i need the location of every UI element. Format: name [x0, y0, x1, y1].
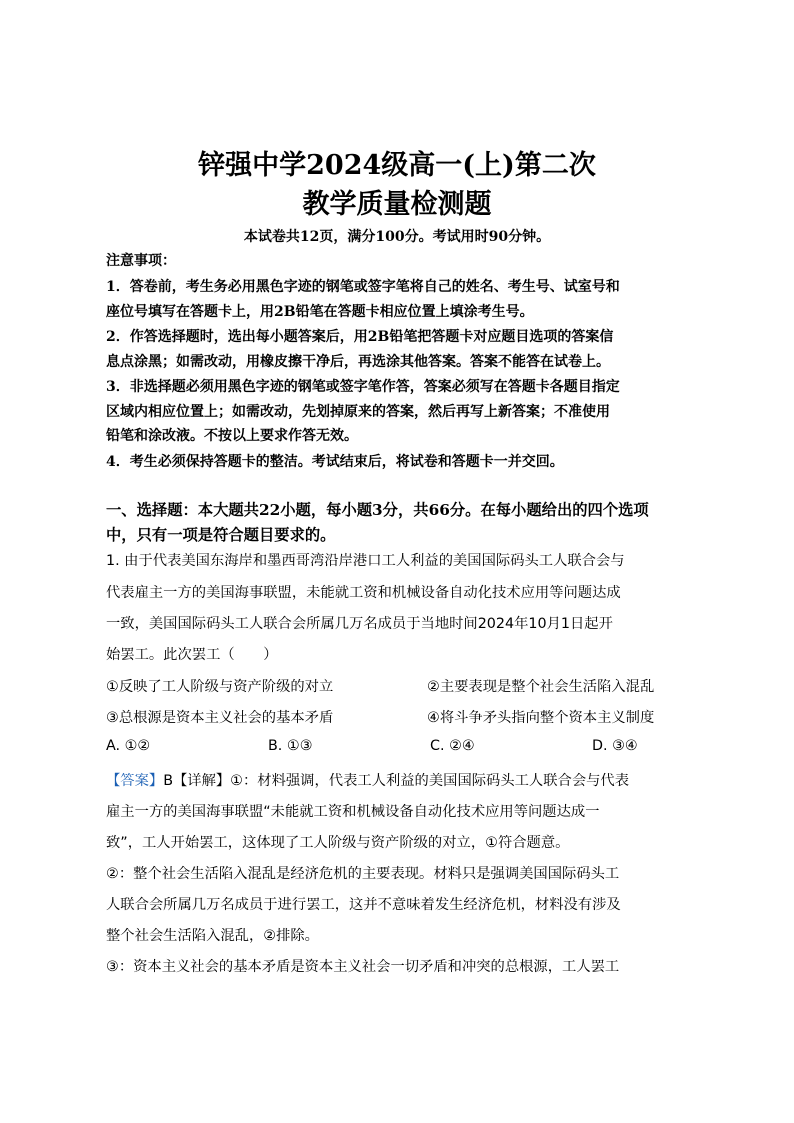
- section-heading: 一、选择题：本大题共22小题，每小题3分，共66分。在每小题给出的四个选项: [106, 501, 649, 519]
- answer-line: 致”，工人开始罢工，这体现了工人阶级与资产阶级的对立，①符合题意。: [106, 835, 570, 851]
- question-text: 始罢工。此次罢工（ ）: [106, 647, 278, 663]
- answer-line: [106, 770, 629, 790]
- answer-line: 整个社会生活陷入混乱，②排除。: [106, 928, 319, 944]
- notice-line: 座位号填写在答题卡上，用2B铅笔在答题卡相应位置上填涂考生号。: [106, 304, 534, 320]
- notice-line: 4．考生必须保持答题卡的整洁。考试结束后，将试卷和答题卡一并交回。: [106, 454, 564, 470]
- choice-b: B. ①③: [268, 738, 313, 754]
- choice-a: A. ①②: [106, 738, 151, 754]
- choice-c: C. ②④: [430, 738, 475, 754]
- statement: ④将斗争矛头指向整个资本主义制度: [427, 710, 655, 726]
- notice-line: 息点涂黑；如需改动，用橡皮擦干净后，再选涂其他答案。答案不能答在试卷上。: [106, 354, 610, 370]
- answer-line: ③：资本主义社会的基本矛盾是资本主义社会一切矛盾和冲突的总根源，工人罢工: [106, 959, 620, 975]
- exam-title-line1: 锌强中学2024级高一(上)第二次: [198, 150, 596, 181]
- answer-line: 雇主一方的美国海事联盟“未能就工资和机械设备自动化技术应用等问题达成一: [106, 804, 600, 820]
- answer-text: B【详解】①：材料强调，代表工人利益的美国国际码头工人联合会与代表: [163, 773, 630, 789]
- notice-line: 区域内相应位置上；如需改动，先划掉原来的答案，然后再写上新答案；不准使用: [106, 404, 610, 420]
- notice-line: 3．非选择题必须用黑色字迹的钢笔或签字笔作答，答案必须写在答题卡各题目指定: [106, 379, 620, 395]
- notice-heading: 注意事项：: [106, 253, 176, 269]
- question-text: 代表雇主一方的美国海事联盟，未能就工资和机械设备自动化技术应用等问题达成: [106, 585, 621, 601]
- statement: ②主要表现是整个社会生活陷入混乱: [427, 679, 655, 695]
- choice-d: D. ③④: [592, 738, 638, 754]
- question-text: 一致，美国国际码头工人联合会所属几万名成员于当地时间2024年10月1日起开: [106, 616, 613, 632]
- notice-line: 1．答卷前，考生务必用黑色字迹的钢笔或签字笔将自己的姓名、考生号、试室号和: [106, 279, 620, 295]
- exam-subtitle: 本试卷共12页，满分100分。考试用时90分钟。: [243, 229, 551, 245]
- section-heading: 中，只有一项是符合题目要求的。: [106, 526, 336, 544]
- question-text: 1. 由于代表美国东海岸和墨西哥湾沿岸港口工人利益的美国国际码头工人联合会与: [106, 553, 625, 569]
- answer-line: ②：整个社会生活陷入混乱是经济危机的主要表现。材料只是强调美国国际码头工: [106, 866, 620, 882]
- exam-title-line2: 教学质量检测题: [302, 189, 492, 220]
- answer-label: 【答案】: [106, 773, 164, 789]
- statement: ③总根源是资本主义社会的基本矛盾: [106, 710, 334, 726]
- notice-line: 2．作答选择题时，选出每小题答案后，用2B铅笔把答题卡对应题目选项的答案信: [106, 329, 614, 345]
- answer-line: 人联合会所属几万名成员于进行罢工，这并不意味着发生经济危机，材料没有涉及: [106, 897, 621, 913]
- notice-line: 铅笔和涂改液。不按以上要求作答无效。: [106, 428, 358, 444]
- statement: ①反映了工人阶级与资产阶级的对立: [106, 679, 334, 695]
